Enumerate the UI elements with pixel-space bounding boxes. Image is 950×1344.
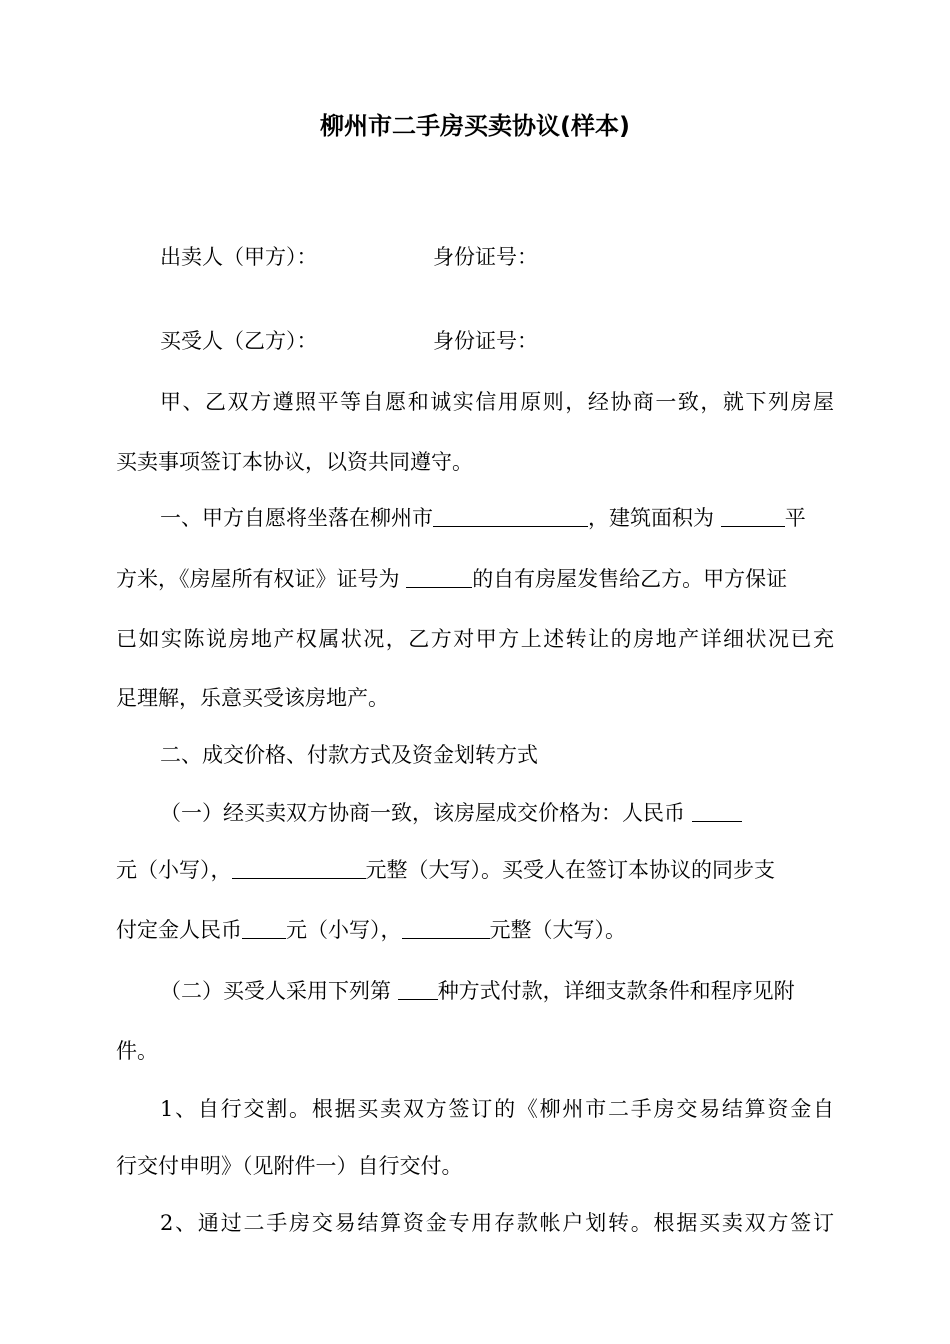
section-2-heading: 二、成交价格、付款方式及资金划转方式 — [160, 743, 538, 767]
intro-line-2: 买卖事项签订本协议，以资共同遵守。 — [116, 450, 473, 474]
address-blank — [433, 504, 588, 527]
seller-label: 出卖人（甲方）： — [160, 245, 318, 269]
certificate-number-blank — [406, 565, 472, 588]
section-1-line-3: 已如实陈说房地产权属状况，乙方对甲方上述转让的房地产详细状况已充 — [116, 627, 834, 651]
area-blank — [721, 504, 785, 527]
price-upper-blank — [232, 856, 366, 879]
payment-method-line-2: 件。 — [116, 1039, 158, 1063]
payment-method-line-1: （二）买受人采用下列第 种方式付款，详细支款条件和程序见附 — [160, 979, 795, 1003]
price-line-2: 元（小写）， 元整（大写）。买受人在签订本协议的同步支 — [116, 858, 775, 882]
price-lower-blank — [692, 799, 742, 822]
buyer-id-label: 身份证号： — [433, 329, 538, 353]
section-1-line-4: 足理解，乐意买受该房地产。 — [116, 686, 389, 710]
item-1-line-1: 1、自行交割。根据买卖双方签订的《柳州市二手房交易结算资金自 — [160, 1097, 834, 1121]
price-line-1: （一）经买卖双方协商一致，该房屋成交价格为：人民币 — [160, 798, 742, 828]
section-1-line-2: 方米，《房屋所有权证》证号为 的自有房屋发售给乙方。甲方保证 — [116, 567, 788, 591]
deposit-lower-blank — [242, 916, 286, 939]
section-1-line-1: 一、甲方自愿将坐落在柳州市 ，建筑面积为 平 — [160, 506, 806, 530]
item-2-line-1: 2、通过二手房交易结算资金专用存款帐户划转。根据买卖双方签订 — [160, 1211, 834, 1235]
seller-id-label: 身份证号： — [433, 245, 538, 269]
price-line-3: 付定金人民币 元（小写）， 元整（大写）。 — [116, 918, 626, 942]
deposit-upper-blank — [402, 916, 490, 939]
intro-line-1: 甲、乙双方遵照平等自愿和诚实信用原则，经协商一致，就下列房屋 — [160, 390, 834, 414]
document-title: 柳州市二手房买卖协议(样本) — [320, 112, 630, 140]
item-1-line-2: 行交付申明》（见附件一）自行交付。 — [116, 1154, 463, 1178]
payment-method-blank — [398, 977, 438, 1000]
buyer-label: 买受人（乙方）： — [160, 329, 318, 353]
